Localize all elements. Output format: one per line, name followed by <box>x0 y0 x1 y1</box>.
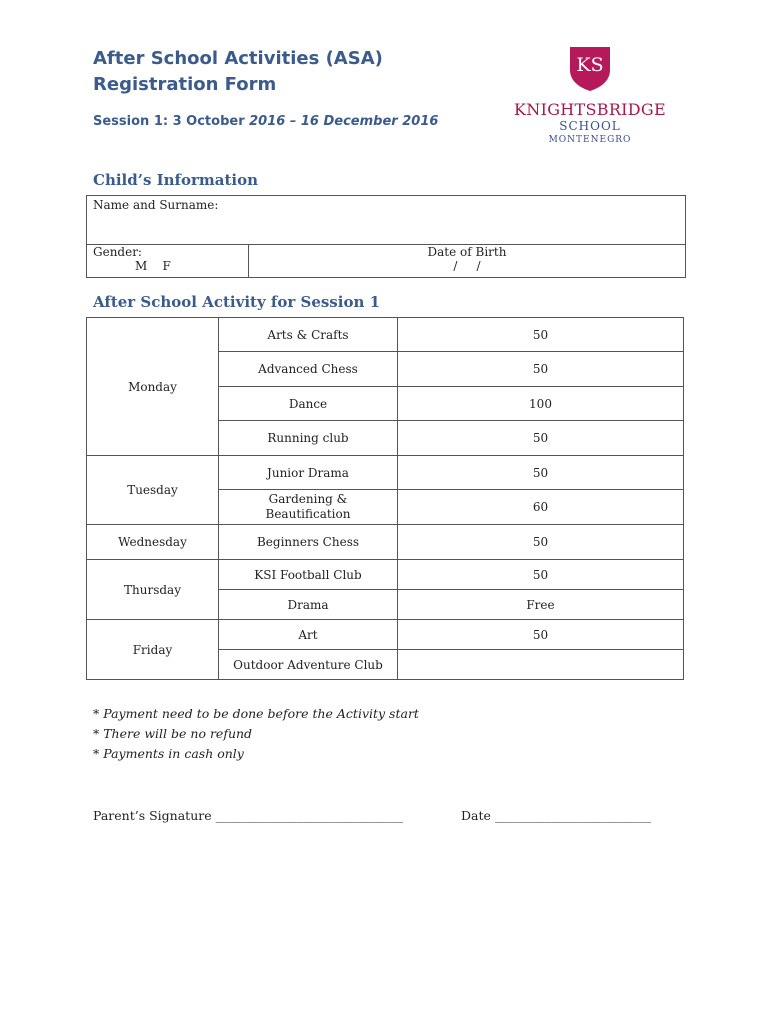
form-title <box>93 46 383 98</box>
activities-heading: After School Activity for Session 1 <box>93 293 381 311</box>
gender-options: M F <box>135 259 171 273</box>
activity-name: Beginners Chess <box>219 525 398 560</box>
activity-name: Art <box>219 620 398 650</box>
activity-name: KSI Football Club <box>219 560 398 590</box>
activity-price: 50 <box>398 456 684 490</box>
session-dates <box>93 114 438 129</box>
activity-name: Outdoor Adventure Club <box>219 650 398 680</box>
activity-price: 50 <box>398 560 684 590</box>
activity-price: Free <box>398 590 684 620</box>
signature-date-field[interactable]: Date _________________________ <box>461 808 652 823</box>
activity-name <box>219 490 398 525</box>
activity-name: Junior Drama <box>219 456 398 490</box>
activity-price: 50 <box>398 318 684 352</box>
day-cell: Friday <box>87 620 219 680</box>
dob-field[interactable] <box>249 245 686 278</box>
logo-line-2: SCHOOL <box>559 119 621 133</box>
session-prefix: Session 1: 3 October <box>93 114 250 129</box>
activity-price: 60 <box>398 490 684 525</box>
activity-name: Drama <box>219 590 398 620</box>
activity-name: Arts & Crafts <box>219 318 398 352</box>
activity-price: 50 <box>398 421 684 456</box>
day-cell: Tuesday <box>87 456 219 525</box>
activity-price <box>398 650 684 680</box>
note-item: * Payments in cash only <box>93 746 244 761</box>
parent-signature-field[interactable]: Parent’s Signature ______________________________ <box>93 808 404 823</box>
activity-price: 50 <box>398 620 684 650</box>
logo-line-3: MONTENEGRO <box>548 135 632 145</box>
activity-name-line1: Gardening & <box>268 492 348 506</box>
dob-label: Date of Birth <box>427 245 507 259</box>
activity-price: 50 <box>398 352 684 387</box>
activities-table <box>86 317 684 680</box>
gender-label: Gender: <box>93 245 142 259</box>
dob-format: / / <box>453 259 481 273</box>
activity-name: Advanced Chess <box>219 352 398 387</box>
activity-name-line2: Beautification <box>265 507 351 521</box>
name-label: Name and Surname: <box>93 198 219 212</box>
activity-price: 100 <box>398 387 684 421</box>
payment-notes <box>93 704 419 764</box>
day-cell: Wednesday <box>87 525 219 560</box>
title-line-2: Registration Form <box>93 74 277 95</box>
child-info-heading: Child’s Information <box>93 171 259 189</box>
activity-name: Dance <box>219 387 398 421</box>
activity-price: 50 <box>398 525 684 560</box>
logo-monogram: KS <box>576 54 604 76</box>
title-line-1: After School Activities (ASA) <box>93 48 383 69</box>
logo-line-1: KNIGHTSBRIDGE <box>514 100 666 119</box>
child-info-table <box>86 195 686 278</box>
gender-field[interactable] <box>87 245 249 278</box>
school-logo <box>500 44 680 145</box>
session-range: 2016 – 16 December 2016 <box>249 114 439 129</box>
activity-name: Running club <box>219 421 398 456</box>
name-field[interactable] <box>87 196 686 245</box>
day-cell: Monday <box>87 318 219 456</box>
note-item: * There will be no refund <box>93 726 253 741</box>
note-item: * Payment need to be done before the Activity start <box>93 706 419 721</box>
day-cell: Thursday <box>87 560 219 620</box>
shield-icon <box>567 44 613 92</box>
